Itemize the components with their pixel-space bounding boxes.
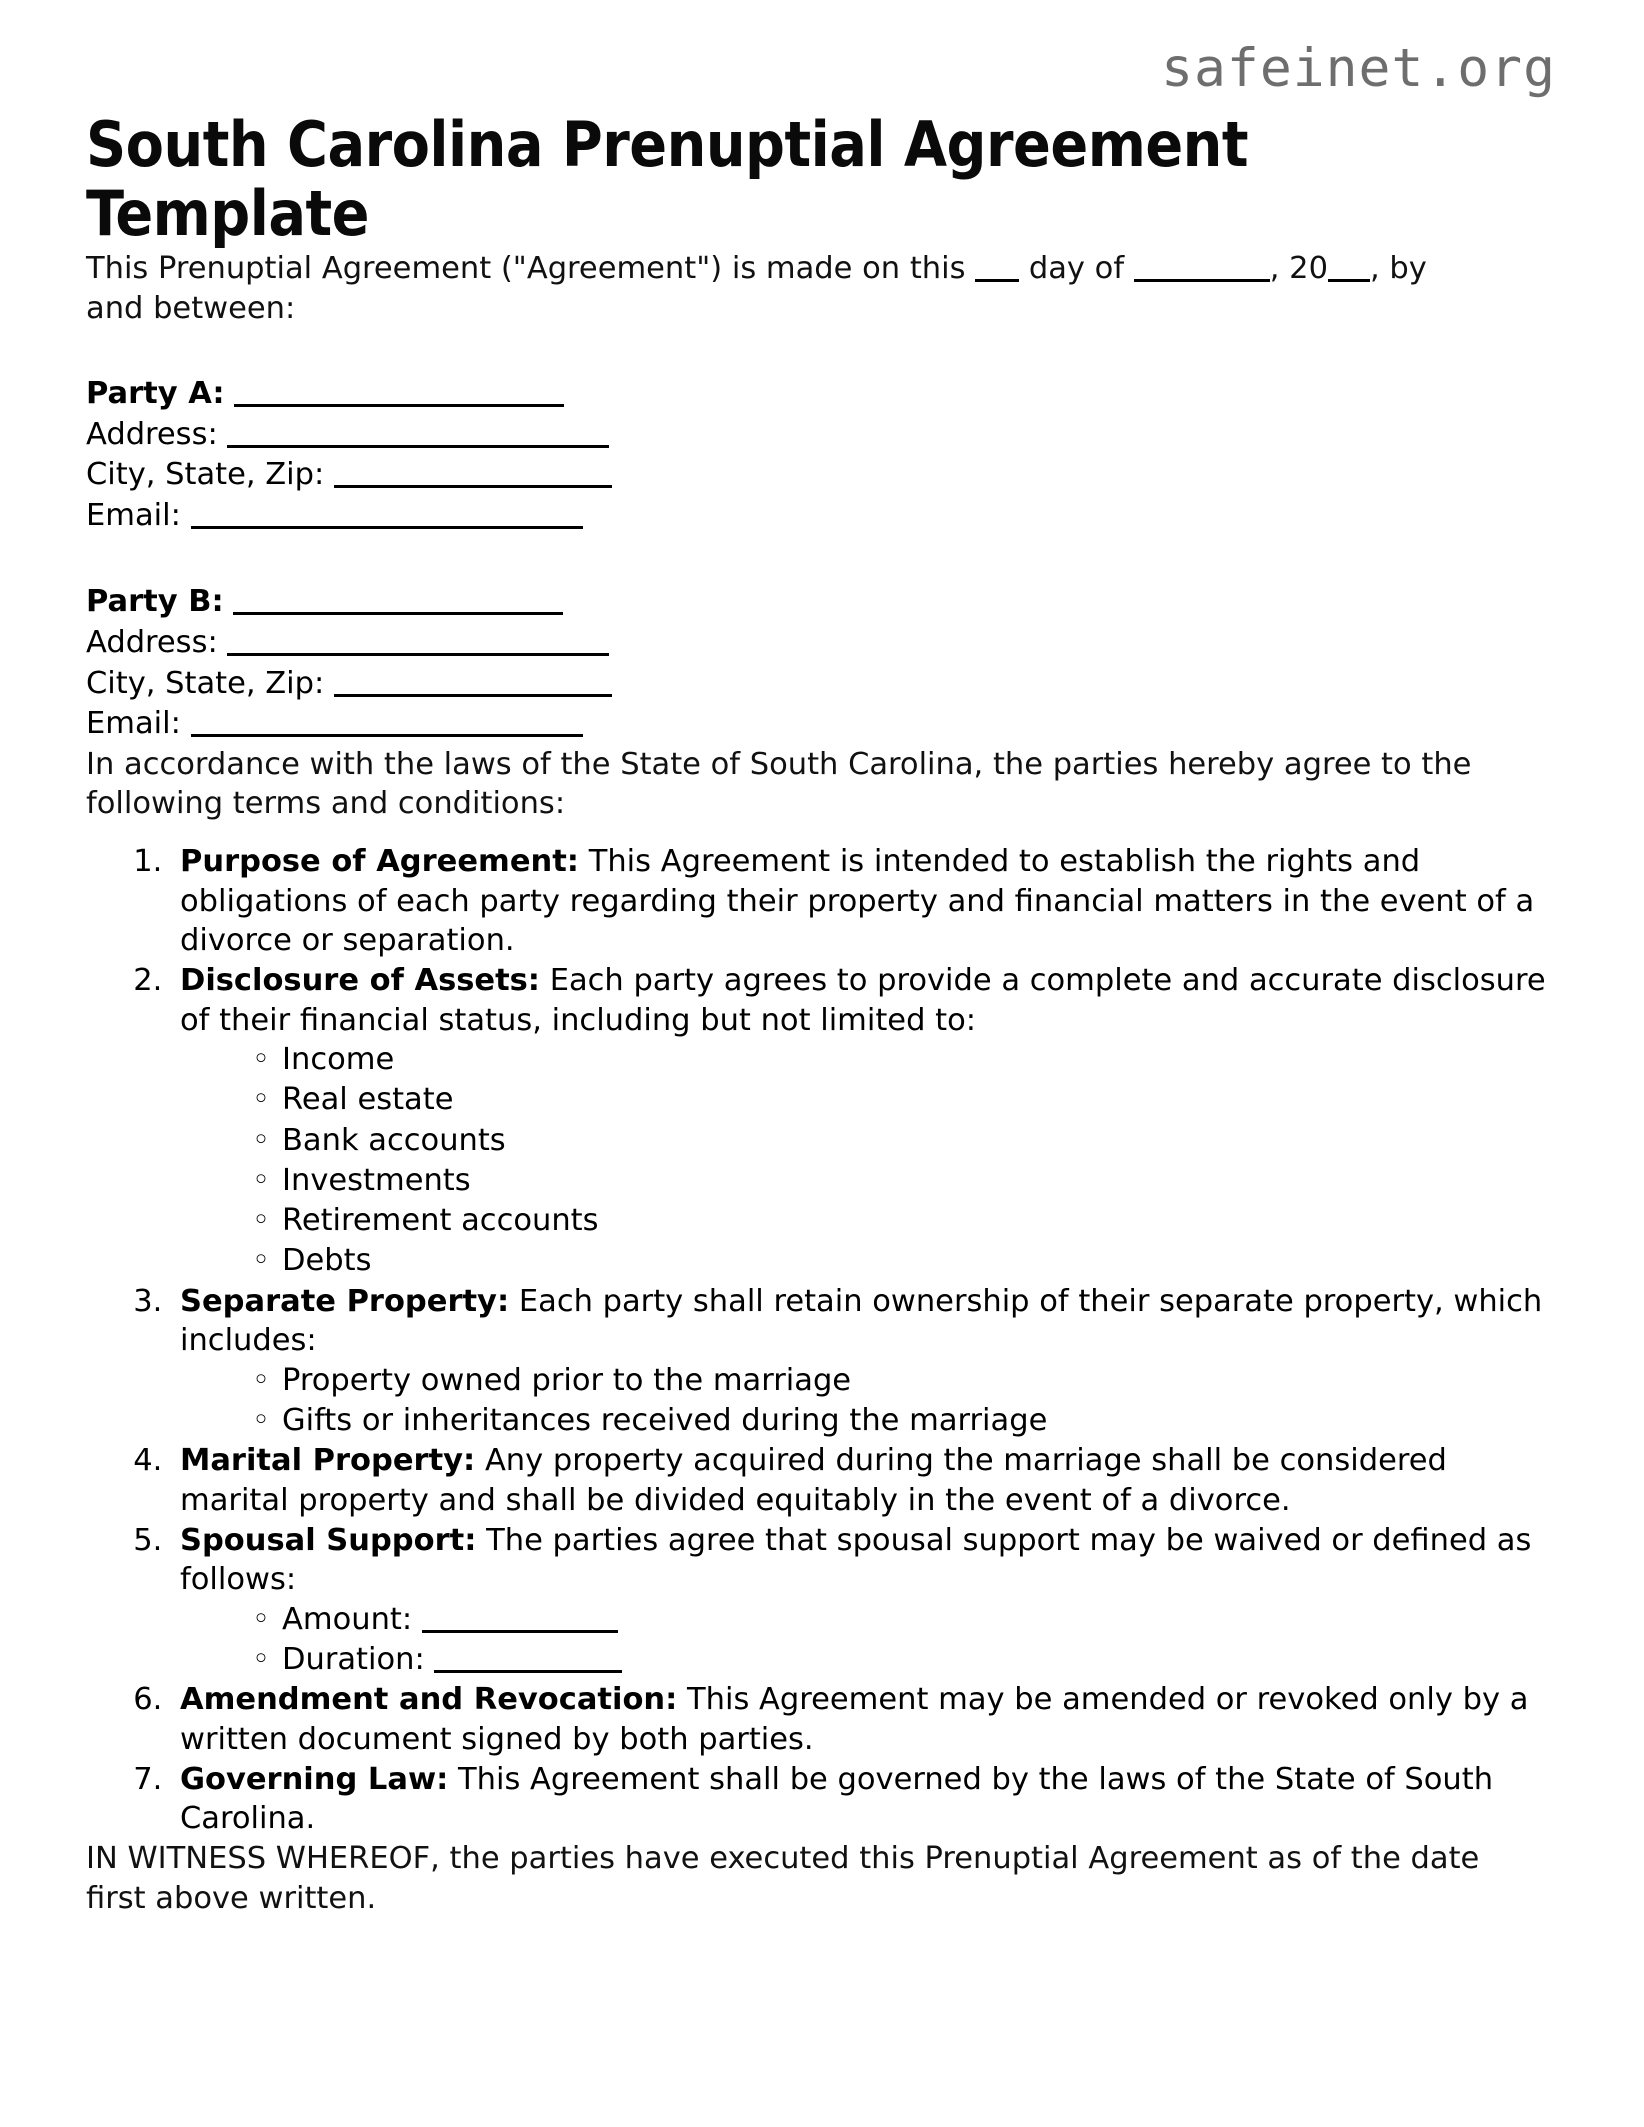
site-watermark: safeinet.org <box>1161 38 1556 99</box>
term-4-body: Any property acquired during the marriage shall be considered marital property and shall be divided equitably in the event of a divorce. <box>180 1443 1447 1519</box>
list-item: ◦ Real estate <box>252 1080 1554 1120</box>
intro-paragraph <box>86 249 1486 328</box>
party-b-email-label: Email: <box>86 706 181 742</box>
party-b-city-label: City, State, Zip: <box>86 665 325 701</box>
party-b-name-blank[interactable] <box>233 590 563 615</box>
intro-text-part3: , 20 <box>1269 250 1328 286</box>
party-a-city-label: City, State, Zip: <box>86 457 325 493</box>
term-5-name: Spousal Support: <box>180 1522 477 1558</box>
party-a-block <box>86 374 1554 536</box>
witness-paragraph: IN WITNESS WHEREOF, the parties have executed this Prenuptial Agreement as of the date first above written. <box>86 1841 1480 1916</box>
term-item-2 <box>172 961 1554 1282</box>
party-a-city-row <box>86 455 1554 496</box>
party-a-city-blank[interactable] <box>334 463 612 488</box>
list-item <box>252 1640 1554 1680</box>
list-item: ◦ Debts <box>252 1241 1554 1281</box>
term-item-7 <box>172 1760 1554 1839</box>
accordance-paragraph: In accordance with the laws of the State of South Carolina, the parties hereby agree to the following terms and conditions: <box>86 746 1472 822</box>
party-b-name-label: Party B: <box>86 584 224 620</box>
list-item: ◦ Bank accounts <box>252 1121 1554 1161</box>
term-3-sublist <box>180 1361 1554 1442</box>
party-a-name-blank[interactable] <box>234 382 564 407</box>
year-blank[interactable] <box>1328 259 1370 282</box>
month-blank[interactable] <box>1134 259 1270 282</box>
party-b-city-row <box>86 664 1554 705</box>
term-item-5 <box>172 1521 1554 1681</box>
term-item-4 <box>172 1441 1554 1520</box>
list-item: ◦ Income <box>252 1040 1554 1080</box>
terms-list <box>86 842 1554 1839</box>
term-1-name: Purpose of Agreement: <box>180 843 580 879</box>
intro-text-part2: day of <box>1028 250 1125 286</box>
party-b-address-row <box>86 623 1554 664</box>
list-item: ◦ Investments <box>252 1161 1554 1201</box>
intro-text-part4: , by and between: <box>86 250 1427 326</box>
list-item: ◦ Gifts or inheritances received during the marriage <box>252 1401 1554 1441</box>
page-title: South Carolina Prenuptial Agreement Template <box>86 108 1249 251</box>
intro-text-part1: This Prenuptial Agreement ("Agreement") is made on this <box>86 250 966 286</box>
term-6-body: This Agreement may be amended or revoked only by a written document signed by both parties. <box>180 1682 1529 1758</box>
term-6-name: Amendment and Revocation: <box>180 1682 678 1718</box>
term-item-6 <box>172 1680 1554 1759</box>
amount-blank[interactable] <box>422 1610 618 1633</box>
party-a-name-row <box>86 374 1554 415</box>
term-item-1 <box>172 842 1554 961</box>
amount-label: Amount: <box>282 1601 413 1637</box>
day-blank[interactable] <box>975 259 1019 282</box>
party-a-email-label: Email: <box>86 497 181 533</box>
party-a-address-blank[interactable] <box>227 423 609 448</box>
party-b-name-row <box>86 582 1554 623</box>
term-1-body: This Agreement is intended to establish the rights and obligations of each party regarding their property and financial matters in the event of a divorce or separation. <box>180 843 1535 959</box>
term-2-name: Disclosure of Assets: <box>180 962 540 998</box>
term-7-name: Governing Law: <box>180 1761 449 1797</box>
party-a-name-label: Party A: <box>86 376 225 412</box>
party-b-city-blank[interactable] <box>334 672 612 697</box>
list-item: ◦ Property owned prior to the marriage <box>252 1361 1554 1401</box>
term-7-body: This Agreement shall be governed by the laws of the State of South Carolina. <box>180 1761 1494 1837</box>
term-item-3 <box>172 1282 1554 1442</box>
party-a-email-blank[interactable] <box>191 504 583 529</box>
duration-blank[interactable] <box>434 1650 622 1673</box>
term-4-name: Marital Property: <box>180 1443 476 1479</box>
party-b-email-blank[interactable] <box>191 712 583 737</box>
term-5-sublist <box>180 1600 1554 1681</box>
party-a-address-row <box>86 415 1554 456</box>
term-3-name: Separate Property: <box>180 1283 510 1319</box>
party-b-email-row <box>86 704 1554 745</box>
party-b-block <box>86 582 1554 744</box>
list-item: ◦ Retirement accounts <box>252 1201 1554 1241</box>
list-item <box>252 1600 1554 1640</box>
document-content <box>86 110 1554 1918</box>
party-a-address-label: Address: <box>86 416 218 452</box>
term-2-body: Each party agrees to provide a complete and accurate disclosure of their financial status, including but not limited to: <box>180 962 1546 1038</box>
party-b-address-label: Address: <box>86 624 218 660</box>
duration-label: Duration: <box>282 1642 425 1678</box>
party-b-address-blank[interactable] <box>227 631 609 656</box>
party-a-email-row <box>86 496 1554 537</box>
term-5-body: The parties agree that spousal support may be waived or defined as follows: <box>180 1522 1532 1598</box>
term-2-sublist <box>180 1040 1554 1282</box>
term-3-body: Each party shall retain ownership of their separate property, which includes: <box>180 1283 1543 1359</box>
